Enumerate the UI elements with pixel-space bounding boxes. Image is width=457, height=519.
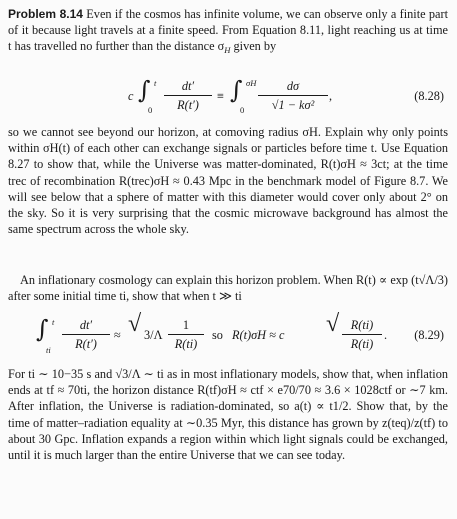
- eq828-comma: ,: [329, 89, 333, 103]
- horizon-paragraph-text: [8, 124, 448, 237]
- intro-line-1: Even if the cosmos has infinite volume, we can observe only a: [86, 7, 397, 21]
- intro-sigma-sub: H: [224, 45, 231, 56]
- eq828-num-2: dσ: [258, 78, 328, 96]
- equation-8-28: [8, 74, 448, 118]
- eq828-number: (8.28): [414, 89, 444, 103]
- eq829-upper: t: [52, 317, 55, 327]
- horizon-paragraph: [8, 124, 448, 237]
- para2-line-7: cosmic microwave background has almost the same spectrum across the whole: [8, 206, 449, 237]
- inflation-end-paragraph: [8, 366, 448, 463]
- eq829-num-2: 1: [168, 317, 204, 335]
- intro-line-3: reaching us at time t has travelled no further than the distance σ: [8, 23, 448, 54]
- para2-line-6: this diameter would cover only about 2° on the sky. So it is very surprising that the: [8, 189, 448, 221]
- eq829-den-2: R(ti): [174, 337, 198, 352]
- para4-line-6: within which light signals could be exchanged, until it is much larger than the: [8, 431, 449, 463]
- intro-line-4: given by: [233, 39, 277, 54]
- eq829-fraction-1: [62, 317, 110, 352]
- para2-line-3: t. Use Equation 8.27 to show that, while the Universe was matter-dominated,: [8, 141, 448, 172]
- eq828-equiv: ≡: [217, 89, 224, 103]
- para4-line-5: this distance has grown by z(teq)/z(tf) to about 30 Gpc. Inflation expands a region: [8, 415, 448, 446]
- eq828-upper-2: σH: [246, 78, 257, 88]
- eq829-num-1: dt′: [62, 317, 110, 335]
- eq829-number: (8.29): [414, 328, 444, 342]
- eq828-integral-1: ∫: [138, 76, 151, 104]
- para2-line-1: so we cannot see beyond our horizon, at comoving radius σH. Explain why only: [8, 125, 414, 139]
- equation-8-29: [8, 312, 448, 358]
- para2-line-4: R(t)σH ≈ 3ct; at the time trec of recombination R(trec)σH ≈ 0.43 Mpc in the: [8, 157, 448, 188]
- para2-line-5: benchmark model of Figure 8.7. We will see below that a sphere of matter with: [8, 173, 449, 204]
- para2-line-2: points within σH(t) of each other can exchange signals or particles before time: [8, 125, 448, 156]
- eq828-upper-1: t: [154, 78, 157, 88]
- eq828-fraction-1: [164, 78, 212, 113]
- eq829-den-1: R(t′): [75, 337, 97, 352]
- eq829-fraction-3: [342, 317, 382, 352]
- eq829-lower: ti: [46, 345, 51, 355]
- eq828-lower-2: 0: [240, 105, 245, 115]
- eq829-sqrt-content: 3/Λ: [144, 328, 163, 342]
- problem-intro: [8, 6, 448, 59]
- para4-line-2: when inflation ends at tf ≈ 70ti, the horizon distance R(tf)σH ≈ ctf × e70/70 ≈: [8, 367, 448, 398]
- eq829-sqrt-sign: √: [128, 311, 142, 337]
- para3-line-1: An inflationary cosmology can explain this horizon problem. When R(t) ∝: [20, 273, 388, 287]
- problem-label: Problem 8.14: [8, 7, 83, 21]
- eq829-approx: ≈: [114, 328, 121, 342]
- problem-intro-text: [8, 6, 448, 59]
- para4-line-1: For ti ∼ 10−35 s and √3/Λ ∼ ti as in most inflationary models, show that,: [8, 367, 374, 381]
- eq828-integral-2: ∫: [230, 76, 243, 104]
- para2-line-8: sky.: [169, 222, 189, 237]
- eq828-c: c: [128, 89, 134, 103]
- eq828-den-1: R(t′): [177, 98, 199, 113]
- eq829-fraction-2: [168, 317, 204, 352]
- eq829-den-3: R(ti): [350, 337, 374, 352]
- eq828-num-1: dt′: [164, 78, 212, 96]
- inflation-paragraph-text: [8, 272, 448, 304]
- para4-line-3: 3.6 × 1028ctf or ∼7 km. After inflation, the Universe is radiation-dominated, so: [8, 383, 448, 414]
- intro-line-2: finite part of it because light travels at a finite speed. From Equation 8.11, light: [8, 7, 449, 38]
- eq829-rhs-left: R(t)σH ≈ c: [232, 328, 285, 342]
- para4-line-7: entire Universe that we can see today.: [159, 448, 346, 463]
- inflation-paragraph: [8, 272, 448, 304]
- eq828-den-2: √1 − kσ²: [271, 98, 315, 113]
- para3-line-2: exp (t√Λ/3) after some initial time ti, show that when t ≫ ti: [8, 273, 448, 304]
- inflation-end-paragraph-text: [8, 366, 448, 463]
- eq829-num-3: R(ti): [342, 317, 382, 335]
- eq829-sqrt-sign-2: √: [326, 311, 340, 337]
- eq829-so: so: [212, 328, 223, 342]
- eq829-period: .: [384, 328, 388, 342]
- eq828-lower-1: 0: [148, 105, 153, 115]
- eq828-fraction-2: [258, 78, 328, 113]
- para4-line-4: a(t) ∝ t1/2. Show that, by the time of matter–radiation equality at ∼0.35 Myr,: [8, 399, 448, 430]
- eq829-integral: ∫: [36, 315, 49, 343]
